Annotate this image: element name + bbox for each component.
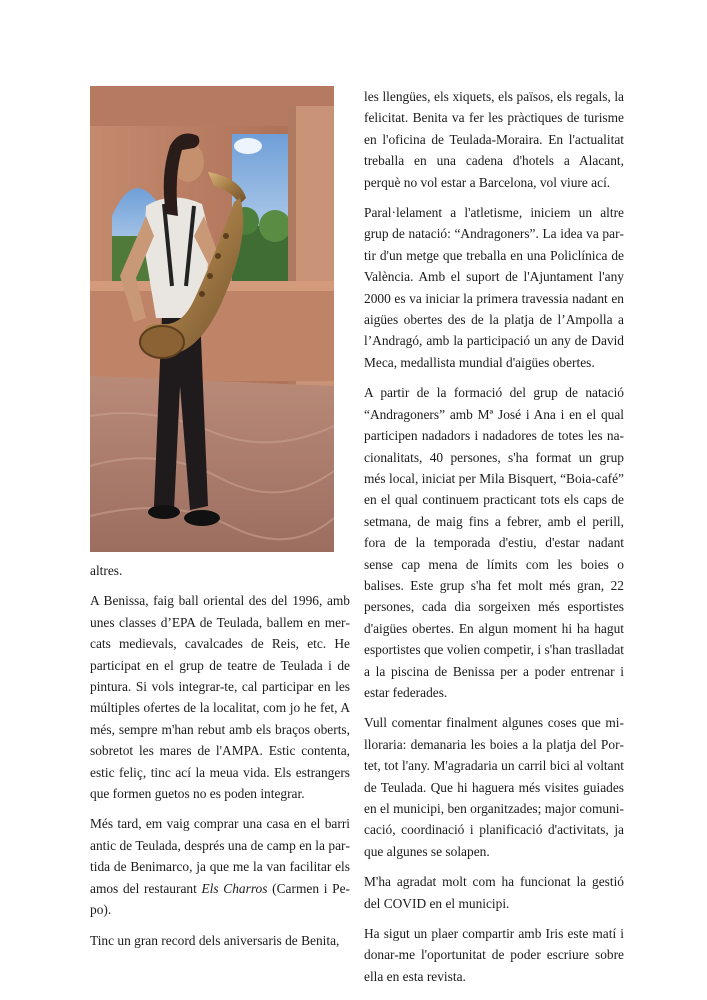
restaurant-name: Els Charros [201,880,268,896]
saxophonist-illustration [90,86,334,552]
right-paragraph-1: les llengües, els xiquets, els països, els regals, la felicitat. Benita va fer les pràctiques de turisme en l'oficina de Teulada-Moraira. En l'actualitat treballa en una cadena d'hotels a Alacant, perquè no vol estar a Barcelona, vol viure ací. [364,89,624,190]
right-paragraph-2: Paral·lelament a l'atletisme, iniciem un altre grup de natació: “Andragoners”. La idea va partir d'un metge que treballa en una Policlínica de València. Amb el suport de l'Ajuntament l'any 2000 es va iniciar la primera travessia nadant en aigües obertes des de la platja de l’Ampolla a l’Andragó, amb la participació un any de David Meca, medallista mundial d'aigües obertes. [364,205,624,370]
photo-saxophonist [90,86,334,552]
left-paragraph-4: Tinc un gran record dels aniversaris de Benita, [90,932,340,948]
right-paragraph-4: Vull comentar finalment algunes coses que milloraria: demanaria les boies a la platja del Portet, tot l'any. M'agradaria un carril bici al voltant de Teulada. Que hi haguera més visites guiades en el municipi, ben organitzades; major comunicació, coordinació i planificació d'activitats, ja que algunes se solapen. [364,715,624,859]
right-paragraph-6: Ha sigut un plaer compartir amb Iris este matí i donar-me l'oportunitat de poder escriure sobre ella en esta revista. [364,926,624,984]
right-column [364,86,624,996]
left-paragraph-2: A Benissa, faig ball oriental des del 1996, amb unes classes d’EPA de Teulada, ballem en mercats medievals, cavalcades de Reis, etc. He participat en el grup de teatre de Teulada i de pintura. Si vols integrar-te, cal participar en les múltiples ofertes de la localitat, com jo he fet, A més, sempre m'han rebut amb els braços oberts, sobretot les mares de l'AMPA. Estic contenta, estic feliç, tinc ací la meua vida. Els estrangers que formen guetos no es poden integrar. [90,593,350,802]
left-column [90,560,350,960]
left-paragraph-1: altres. [90,563,123,578]
left-paragraph-3-post: (Carmen i Pepo). [90,880,350,918]
right-paragraph-3: A partir de la formació del grup de natació “Andragoners” amb Mª José i Ana i en el qual participen nadadors i nadadores de totes les nacionalitats, 40 persones, s'ha format un grup més local, iniciat per Mila Bisquert, “Boia-café” en el qual continuem practicant tots els caps de setmana, de maig fins a febrer, amb el perill, fora de la temporada d'estiu, d'estar nadant sense cap mena de límits com les boies o balises. Este grup s'ha fet molt més gran, 22 persones, cada dia sorgeixen més esportistes d'aigües obertes. En algun moment hi ha hagut esportistes que volien competir, i s'han traslladat a la piscina de Benissa per a poder entrenar i estar federades. [364,385,624,700]
right-paragraph-5: M'ha agradat molt com ha funcionat la gestió del COVID en el municipi. [364,874,624,911]
left-paragraph-3 [90,813,350,920]
left-paragraph-3-pre: Més tard, em vaig comprar una casa en el barri antic de Teulada, després una de camp en la partida de Benimarco, ja que me la van facilitar els amos del restaurant [90,816,350,896]
